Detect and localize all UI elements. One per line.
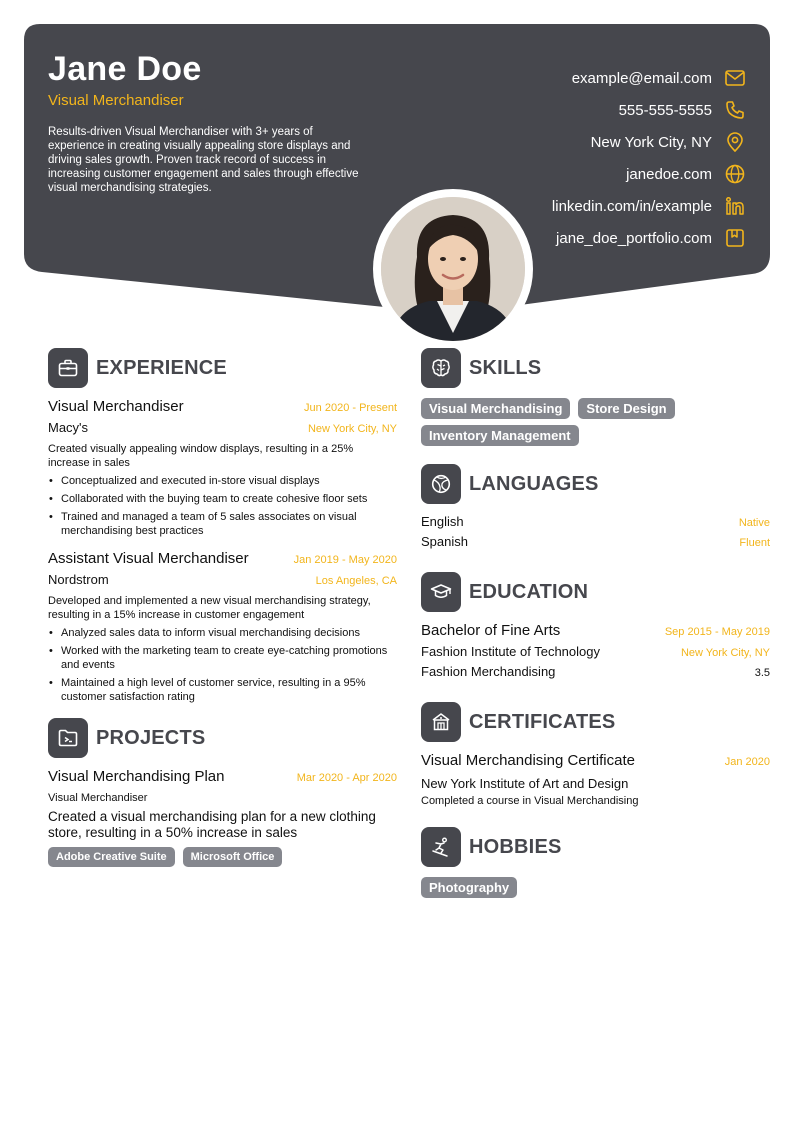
project-role: Visual Merchandiser bbox=[48, 792, 148, 804]
job-location: Los Angeles, CA bbox=[315, 575, 397, 587]
experience-title: EXPERIENCE bbox=[96, 356, 227, 379]
phone-icon bbox=[724, 99, 746, 121]
briefcase-icon bbox=[48, 348, 88, 388]
job-dates: Jun 2020 - Present bbox=[304, 402, 397, 414]
language-name: English bbox=[421, 514, 464, 529]
project-name: Visual Merchandising Plan bbox=[48, 768, 225, 785]
job-dates: Jan 2019 - May 2020 bbox=[293, 554, 397, 566]
projects-header bbox=[48, 718, 397, 758]
job-position: Visual Merchandiser bbox=[48, 398, 184, 415]
education-section bbox=[421, 572, 770, 684]
candidate-name: Jane Doe bbox=[48, 50, 202, 88]
job-position: Assistant Visual Merchandiser bbox=[48, 550, 249, 567]
languages-title: LANGUAGES bbox=[469, 472, 599, 495]
languages-header bbox=[421, 464, 770, 504]
education-gpa: 3.5 bbox=[754, 667, 770, 679]
contact-phone[interactable] bbox=[426, 94, 746, 126]
contact-website-text[interactable]: janedoe.com bbox=[626, 165, 712, 183]
hobbies-tags bbox=[421, 877, 770, 904]
contact-email-text[interactable]: example@email.com bbox=[571, 69, 712, 87]
job-company: Macy's bbox=[48, 420, 89, 435]
candidate-role: Visual Merchandiser bbox=[48, 92, 184, 109]
experience-section bbox=[48, 348, 397, 704]
contact-portfolio-text[interactable]: jane_doe_portfolio.com bbox=[556, 229, 712, 247]
education-title: EDUCATION bbox=[469, 580, 589, 603]
hobbies-title: HOBBIES bbox=[469, 835, 562, 858]
certificates-section bbox=[421, 702, 770, 807]
hobbies-header bbox=[421, 827, 770, 867]
profile-photo-frame bbox=[373, 189, 533, 349]
education-field: Fashion Merchandising bbox=[421, 664, 556, 679]
profile-summary: Results-driven Visual Merchandiser with 3+ years of experience in creating visually appealing store displays and driving sales growth. Proven track record of success in increasing customer engagement and sales through effective visual merchandising strategies. bbox=[48, 126, 359, 194]
contact-phone-text[interactable]: 555-555-5555 bbox=[618, 101, 712, 119]
projects-title: PROJECTS bbox=[96, 726, 206, 749]
education-location: New York City, NY bbox=[680, 647, 770, 659]
tool-tag: Microsoft Office bbox=[183, 847, 283, 867]
profile-photo bbox=[381, 197, 525, 341]
job-location: New York City, NY bbox=[307, 423, 397, 435]
job-bullet: • Trained and managed a team of 5 sales associates on visual merchandising best practices bbox=[48, 510, 397, 538]
contact-location-text: New York City, NY bbox=[590, 133, 712, 151]
skier-icon bbox=[421, 827, 461, 867]
language-level: Native bbox=[738, 517, 770, 529]
institution-icon bbox=[421, 702, 461, 742]
certificate-entry bbox=[421, 752, 770, 807]
job-entry bbox=[48, 550, 397, 704]
right-column bbox=[421, 348, 770, 904]
hobby-tag: Photography bbox=[421, 877, 517, 898]
project-entry bbox=[48, 768, 397, 873]
certificate-name: Visual Merchandising Certificate bbox=[421, 752, 635, 769]
job-bullet: • Maintained a high level of customer service, resulting in a 95% customer satisfaction rating bbox=[48, 676, 397, 704]
skills-header bbox=[421, 348, 770, 388]
languages-section bbox=[421, 464, 770, 554]
folder-icon bbox=[48, 718, 88, 758]
job-bullets bbox=[48, 474, 397, 538]
globe-icon bbox=[724, 163, 746, 185]
project-description: Created a visual merchandising plan for a new clothing store, resulting in a 50% increase in sales bbox=[48, 809, 376, 840]
job-bullet: • Conceptualized and executed in-store visual displays bbox=[48, 474, 397, 488]
job-bullet: • Worked with the marketing team to create eye-catching promotions and events bbox=[48, 644, 397, 672]
hobbies-section bbox=[421, 827, 770, 904]
tool-tag: Adobe Creative Suite bbox=[48, 847, 175, 867]
graduation-cap-icon bbox=[421, 572, 461, 612]
contact-website[interactable] bbox=[426, 158, 746, 190]
language-level: Fluent bbox=[739, 537, 770, 549]
skill-tag: Store Design bbox=[578, 398, 674, 419]
language-row bbox=[421, 534, 770, 554]
experience-header bbox=[48, 348, 397, 388]
project-dates: Mar 2020 - Apr 2020 bbox=[296, 772, 397, 784]
project-tools bbox=[48, 847, 397, 873]
location-pin-icon bbox=[724, 131, 746, 153]
skills-title: SKILLS bbox=[469, 356, 542, 379]
job-company: Nordstrom bbox=[48, 572, 109, 587]
job-bullet: • Analyzed sales data to inform visual merchandising decisions bbox=[48, 626, 397, 640]
job-entry bbox=[48, 398, 397, 538]
contact-email[interactable] bbox=[426, 62, 746, 94]
education-header bbox=[421, 572, 770, 612]
skills-section bbox=[421, 348, 770, 452]
language-name: Spanish bbox=[421, 534, 468, 549]
bookmark-icon bbox=[724, 227, 746, 249]
certificate-issuer: New York Institute of Art and Design bbox=[421, 776, 629, 791]
job-bullets bbox=[48, 626, 397, 704]
certificates-title: CERTIFICATES bbox=[469, 710, 616, 733]
linkedin-icon bbox=[724, 195, 746, 217]
education-school: Fashion Institute of Technology bbox=[421, 644, 600, 659]
certificate-date: Jan 2020 bbox=[724, 756, 770, 768]
job-bullet: • Collaborated with the buying team to create cohesive floor sets bbox=[48, 492, 397, 506]
contact-linkedin-text[interactable]: linkedin.com/in/example bbox=[551, 197, 712, 215]
certificates-header bbox=[421, 702, 770, 742]
skills-tags bbox=[421, 398, 770, 452]
job-description: Created visually appealing window displays, resulting in a 25% increase in sales bbox=[48, 443, 354, 469]
certificate-description: Completed a course in Visual Merchandising bbox=[421, 795, 639, 807]
contact-location bbox=[426, 126, 746, 158]
education-entry bbox=[421, 622, 770, 684]
brain-icon bbox=[421, 348, 461, 388]
projects-section bbox=[48, 718, 397, 873]
left-column bbox=[48, 348, 397, 873]
language-row bbox=[421, 514, 770, 534]
job-description: Developed and implemented a new visual merchandising strategy, resulting in a 15% increase in customer engagement bbox=[48, 595, 371, 621]
skill-tag: Visual Merchandising bbox=[421, 398, 570, 419]
globe-grid-icon bbox=[421, 464, 461, 504]
education-degree: Bachelor of Fine Arts bbox=[421, 622, 561, 639]
mail-icon bbox=[724, 67, 746, 89]
education-dates: Sep 2015 - May 2019 bbox=[664, 626, 770, 638]
skill-tag: Inventory Management bbox=[421, 425, 579, 446]
